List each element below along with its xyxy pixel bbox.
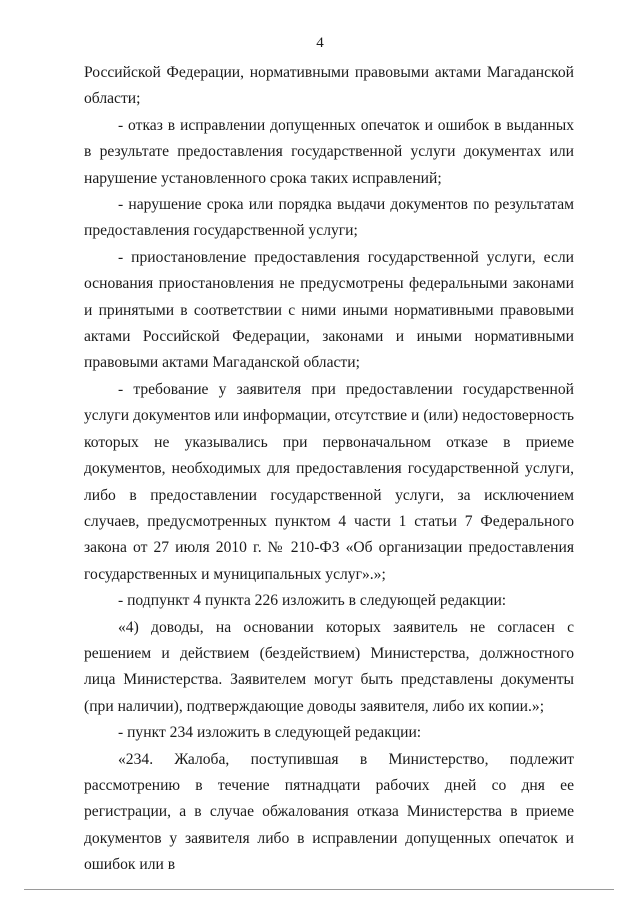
paragraph-subclause-226: - подпункт 4 пункта 226 изложить в следующей редакции: (118, 592, 507, 610)
paragraph-arguments: «4) доводы, на основании которых заявитель не согласен с решением и действием (бездействием) Министерства, должностного лица Министерства. Заявителем могут быть представлены документы (при наличии), подтверждающие доводы заявителя, либо их копии.»; (84, 618, 574, 715)
page-number: 4 (316, 35, 324, 51)
paragraph-continuation: Российской Федерации, нормативными правовыми актами Магаданской области; (84, 64, 574, 108)
paragraph-document-requirement: - требование у заявителя при предоставлении государственной услуги документов или информации, отсутствие и (или) недостоверность которых не указывались при первоначальном отказе в приеме документов, необходимых для предоставления государственной услуги, либо в предоставлении государственной услуги, за исключением случаев, предусмотренных пунктом 4 части 1 статьи 7 Федерального закона от 27 июля 2010 г. № 210-ФЗ «Об организации предоставления государственных и муниципальных услуг».»; (84, 380, 574, 583)
paragraph-service-suspension: - приостановление предоставления государственной услуги, если основания приостановления не предусмотрены федеральными законами и принятыми в соответствии с ними иными нормативными правовыми актами Российской Федерации, законами и иными нормативными правовыми актами Магаданской области; (84, 248, 574, 372)
paragraph-clause-234: - пункт 234 изложить в следующей редакции: (118, 724, 422, 742)
paragraph-correction-refusal: - отказ в исправлении допущенных опечаток и ошибок в выданных в результате предоставления государственной услуги документах или нарушение установленного срока таких исправлений; (84, 116, 574, 187)
paragraph-complaint: «234. Жалоба, поступившая в Министерство, подлежит рассмотрению в течение пятнадцати рабочих дней со дня ее регистрации, а в случае обжалования отказа Министерства в приеме документов у заявителя либо в исправлении допущенных опечаток и ошибок или в (84, 750, 574, 874)
document-body (84, 60, 574, 879)
footer-divider (24, 889, 614, 890)
paragraph-issuance-violation: - нарушение срока или порядка выдачи документов по результатам предоставления государственной услуги; (84, 196, 574, 240)
